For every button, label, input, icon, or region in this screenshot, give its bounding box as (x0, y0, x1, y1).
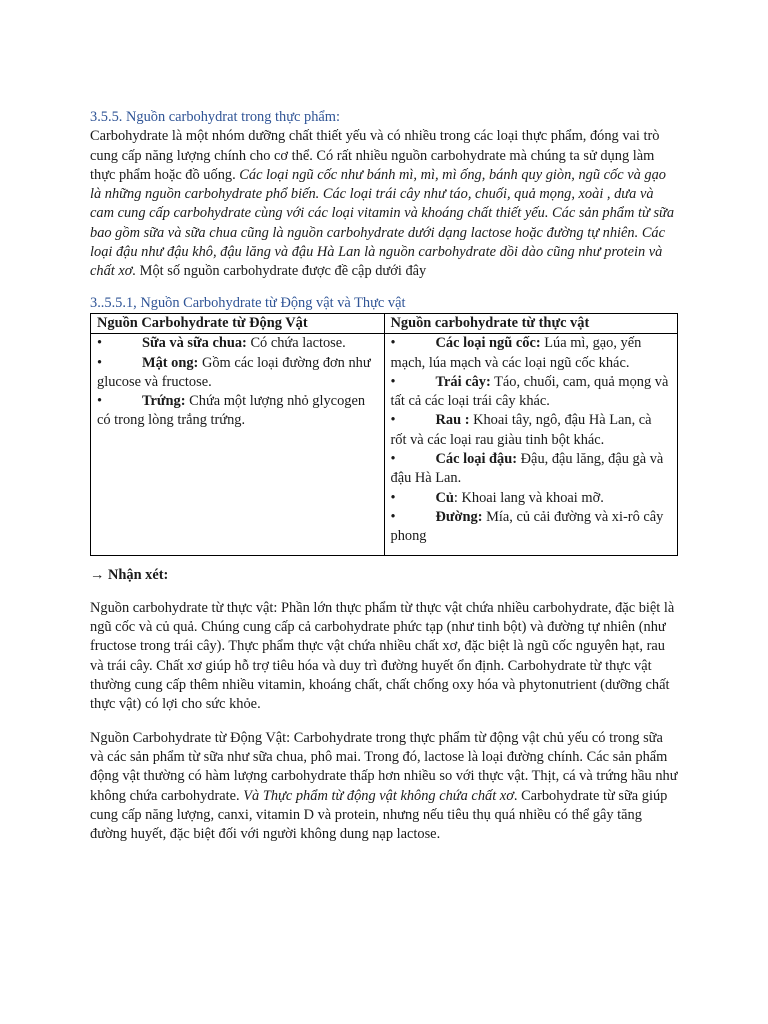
item-desc: Chứa một lượng nhỏ glycogen có trong lòng trắng trứng. (97, 393, 366, 429)
remark-label: → Nhận xét: (90, 566, 169, 583)
bullet: • (390, 508, 396, 525)
header-animal-sources: Nguồn Carbohydrate từ Động Vật (91, 313, 385, 333)
item-desc: Có chứa lactose. (246, 335, 346, 352)
item-desc: Đậu, đậu lăng, đậu gà và đậu Hà Lan. (390, 451, 664, 487)
item-desc: : Khoai lang và khoai mỡ. (453, 489, 604, 506)
item-term: Củ (435, 489, 454, 506)
item-term: Mật ong: (142, 354, 199, 371)
bullet: • (97, 354, 103, 371)
animal-sources-cell (91, 334, 385, 555)
list-item-grains (391, 334, 672, 373)
table-header-row (91, 313, 678, 333)
item-term: Trứng: (142, 393, 186, 410)
list-item-milk-yogurt (97, 334, 378, 353)
plant-sources-cell (384, 334, 678, 555)
header-plant-sources: Nguồn carbohydrate từ thực vật (384, 313, 678, 333)
intro-run-2-italic: Các loại ngũ cốc như bánh mì, mì, mì ống, bánh quy giòn, ngũ cốc và gạo là những nguồn carbohydrate phổ biến. Các loại trái cây như táo, chuối, quả mọng, xoài , dưa và cam cung cấp carbohydrate cùng với các loại vitamin và khoáng chất thiết yếu. Các sản phẩm từ sữa bao gồm sữa và sữa chua cũng là nguồn carbohydrate dưới dạng lactose hoặc đường tự nhiên. Các loại đậu như đậu khô, đậu lăng và đậu Hà Lan là nguồn carbohydrate dồi dào cũng như protein và chất xơ. (90, 166, 675, 280)
list-item-fruits (391, 373, 672, 412)
item-term: Rau : (435, 412, 470, 429)
bullet: • (390, 489, 396, 506)
bullet: • (390, 373, 396, 390)
item-desc: Gồm các loại đường đơn như glucose và fructose. (97, 354, 371, 390)
animal-sources-paragraph (90, 729, 678, 845)
list-item-honey (97, 354, 378, 393)
bullet: • (390, 451, 396, 468)
intro-paragraph (90, 127, 678, 281)
intro-run-3: Một số nguồn carbohydrate được đề cập dưới đây (136, 263, 427, 280)
list-item-tubers (391, 489, 672, 508)
animal-run-1: Nguồn Carbohydrate từ Động Vật: Carbohydrate trong thực phẩm từ động vật chủ yếu có trong sữa và các sản phẩm từ sữa như sữa chua, phô mai. Trong đó, lactose là loại đường chính. Các sản phẩm động vật thường có hàm lượng carbohydrate thấp hơn nhiều so với thực vật. Thịt, cá và trứng hầu như không chứa carbohydrate. (90, 729, 678, 804)
subsection-heading: 3..5.5.1, Nguồn Carbohydrate từ Động vật và Thực vật (90, 294, 406, 311)
item-desc: Khoai tây, ngô, đậu Hà Lan, cà rốt và các loại rau giàu tinh bột khác. (390, 412, 652, 448)
item-term: Các loại ngũ cốc: (435, 335, 541, 352)
item-term: Đường: (435, 508, 483, 525)
carbohydrate-sources-table (90, 313, 678, 556)
item-desc: Táo, chuối, cam, quả mọng và tất cả các loại trái cây khác. (390, 373, 669, 410)
list-item-vegetables (391, 411, 672, 450)
section-heading: 3.5.5. Nguồn carbohydrat trong thực phẩm: (90, 109, 340, 125)
intro-run-1: Carbohydrate là một nhóm dưỡng chất thiết yếu và có nhiều trong các loại thực phẩm, đóng vai trò cung cấp năng lượng chính cho cơ thể. Có rất nhiều nguồn carbohydrate mà chúng ta sử dụng làm thực phẩm hoặc đồ uống. (90, 128, 660, 183)
list-item-sugar (391, 508, 672, 547)
plant-sources-paragraph: Nguồn carbohydrate từ thực vật: Phần lớn thực phẩm từ thực vật chứa nhiều carbohydrate, đặc biệt là ngũ cốc và củ quả. Chúng cung cấp cả carbohydrate phức tạp (như tinh bột) và đường tự nhiên (như fructose trong trái cây). Thực phẩm thực vật chứa nhiều chất xơ, đặc biệt là ngũ cốc nguyên hạt, rau và trái cây. Chất xơ giúp hỗ trợ tiêu hóa và duy trì đường huyết ổn định. Carbohydrate từ thực vật thường cung cấp thêm nhiều vitamin, khoáng chất, chất chống oxy hóa và phytonutrient (dưỡng chất thực vật) có lợi cho sức khỏe. (90, 599, 675, 713)
animal-run-2-italic: Và Thực phẩm từ động vật không chứa chất xơ (243, 787, 514, 804)
bullet: • (390, 412, 396, 429)
bullet: • (97, 393, 103, 410)
list-item-egg (97, 392, 378, 431)
item-desc: Mía, củ cải đường và xi-rô cây phong (390, 508, 664, 545)
animal-run-3: . Carbohydrate từ sữa giúp cung cấp năng lượng, canxi, vitamin D và protein, nhưng nếu tiêu thụ quá nhiều có thể gây tăng đường huyết, đặc biệt đối với người không dung nạp lactose. (90, 787, 668, 843)
list-item-legumes (391, 450, 672, 489)
item-term: Các loại đậu: (435, 451, 518, 468)
bullet: • (390, 335, 396, 352)
item-term: Trái cây: (435, 373, 491, 390)
document-content (90, 108, 678, 844)
table-row (91, 334, 678, 555)
item-term: Sữa và sữa chua: (142, 335, 247, 352)
bullet: • (97, 335, 103, 352)
item-desc: Lúa mì, gạo, yến mạch, lúa mạch và các loại ngũ cốc khác. (390, 335, 642, 371)
